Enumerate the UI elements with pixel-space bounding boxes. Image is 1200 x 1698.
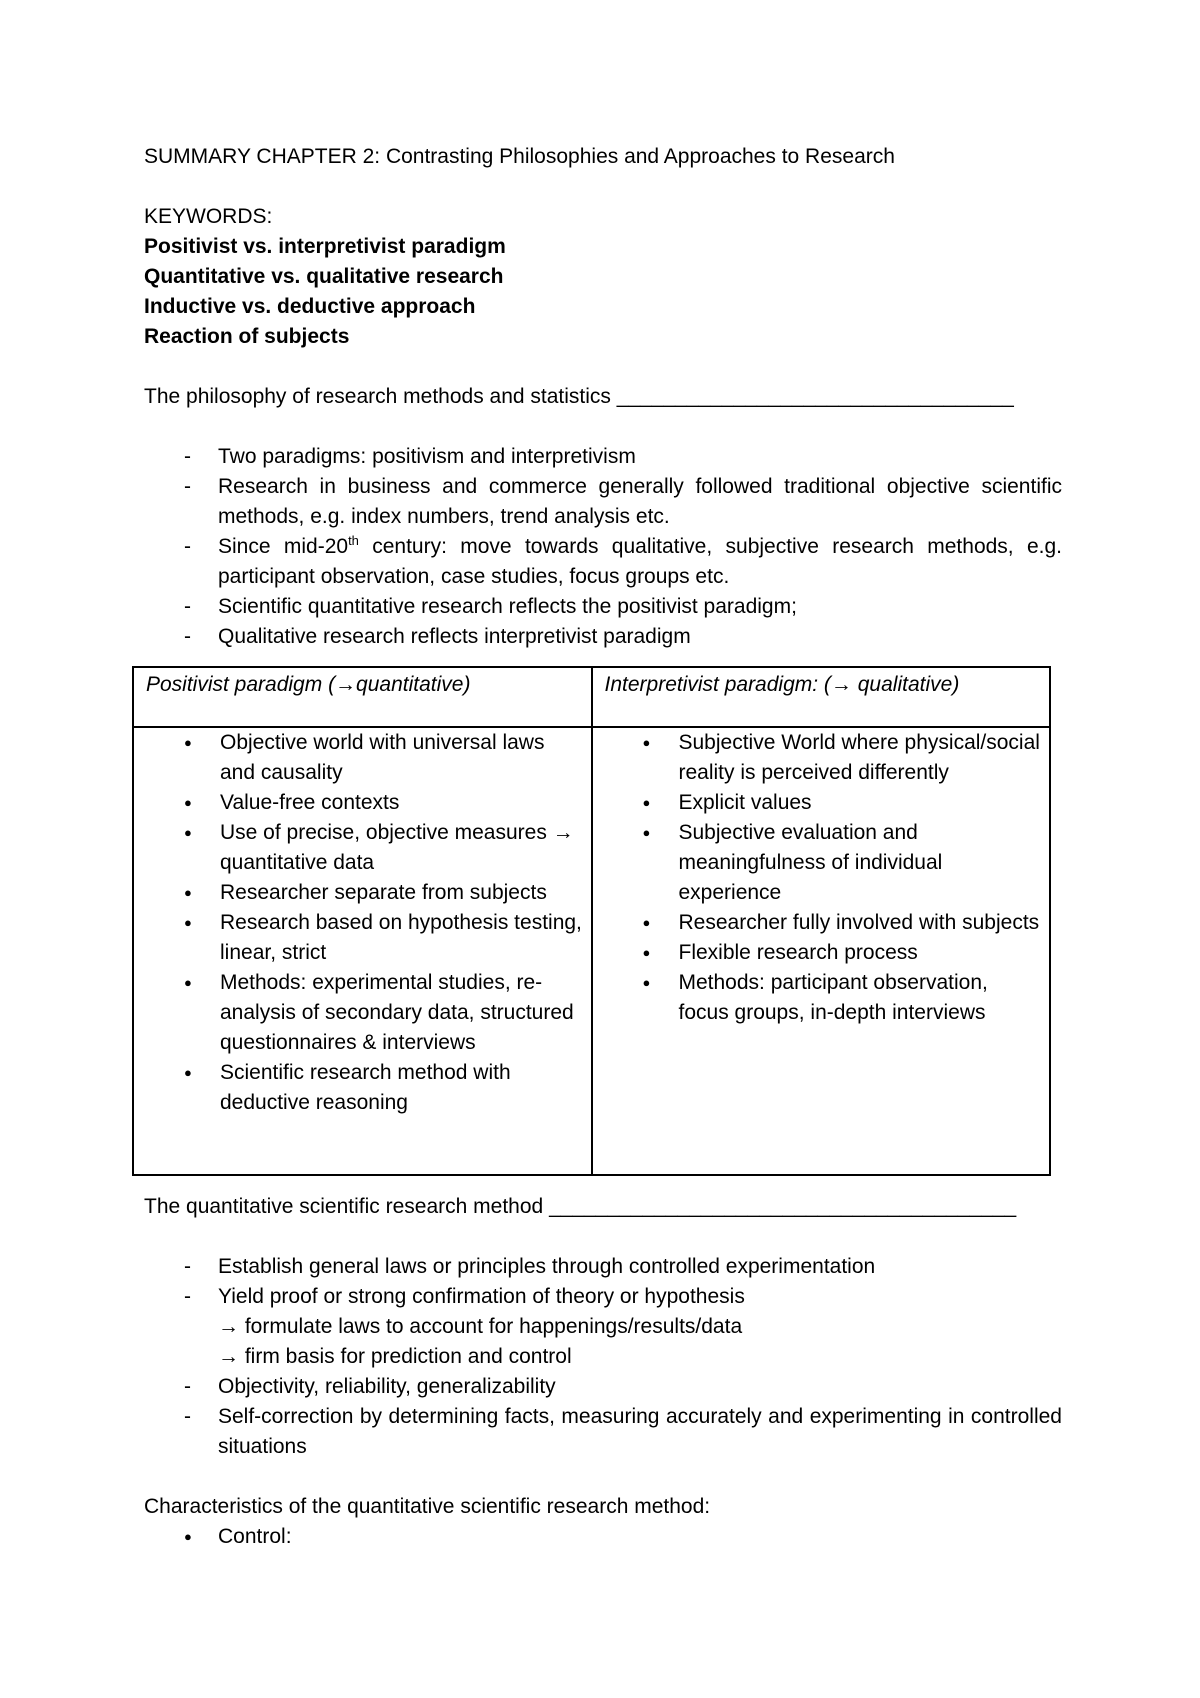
keyword-item: Quantitative vs. qualitative research	[144, 265, 504, 288]
list-item: - Self-correction by determining facts, measuring accurately and experimenting in controlled situations	[144, 1402, 1062, 1462]
keyword-item: Inductive vs. deductive approach	[144, 295, 476, 318]
list-item: - Scientific quantitative research reflects the positivist paradigm;	[144, 592, 1062, 622]
list-item: ● Control:	[144, 1522, 1062, 1552]
section-heading-text: The quantitative scientific research method	[144, 1195, 544, 1218]
section-heading-characteristics: Characteristics of the quantitative scientific research method:	[144, 1495, 711, 1518]
interpretivist-list	[605, 728, 1042, 1028]
interpretivist-header: Interpretivist paradigm: (→ qualitative)	[592, 667, 1051, 727]
list-item: ● Subjective World where physical/social reality is perceived differently	[605, 728, 1042, 788]
document-body	[144, 142, 1062, 1552]
keyword-item: Positivist vs. interpretivist paradigm	[144, 235, 506, 258]
positivist-cell	[133, 727, 592, 1175]
list-item: - Qualitative research reflects interpretivist paradigm	[144, 622, 1062, 652]
list-item: - Two paradigms: positivism and interpretivism	[144, 442, 1062, 472]
list-item: ● Objective world with universal laws and causality	[146, 728, 583, 788]
list-item: ● Use of precise, objective measures → quantitative data	[146, 818, 583, 878]
list-item: ● Research based on hypothesis testing, linear, strict	[146, 908, 583, 968]
characteristics-list	[144, 1522, 1062, 1552]
list-item: ● Methods: experimental studies, re-analysis of secondary data, structured questionnaires & interviews	[146, 968, 583, 1058]
section-heading-quantitative	[144, 1192, 1062, 1222]
list-item: - Yield proof or strong confirmation of theory or hypothesis → formulate laws to account for happenings/results/data → firm basis for prediction and control	[144, 1282, 1062, 1372]
philosophy-list	[144, 442, 1062, 652]
list-item: ● Methods: participant observation, focus groups, in-depth interviews	[605, 968, 1042, 1028]
list-item: - Objectivity, reliability, generalizability	[144, 1372, 1062, 1402]
list-item: ● Scientific research method with deductive reasoning	[146, 1058, 583, 1118]
list-item: ● Researcher fully involved with subjects	[605, 908, 1042, 938]
list-item: - Research in business and commerce generally followed traditional objective scientific methods, e.g. index numbers, trend analysis etc.	[144, 472, 1062, 532]
table-header-row	[133, 667, 1050, 727]
list-item: ● Explicit values	[605, 788, 1042, 818]
interpretivist-cell	[592, 727, 1051, 1175]
table-body-row	[133, 727, 1050, 1175]
list-item: ● Researcher separate from subjects	[146, 878, 583, 908]
list-item: - Since mid-20th century: move towards qualitative, subjective research methods, e.g. participant observation, case studies, focus groups etc.	[144, 532, 1062, 592]
list-item: ● Subjective evaluation and meaningfulness of individual experience	[605, 818, 1042, 908]
sub-point: → formulate laws to account for happenings/results/data	[218, 1315, 743, 1338]
section-heading-text: The philosophy of research methods and statistics	[144, 385, 611, 408]
list-item: ● Flexible research process	[605, 938, 1042, 968]
paradigm-table	[132, 666, 1051, 1176]
quantitative-list	[144, 1252, 1062, 1462]
page-title: SUMMARY CHAPTER 2: Contrasting Philosophies and Approaches to Research	[144, 145, 895, 168]
keywords-label: KEYWORDS:	[144, 205, 273, 228]
section-heading-philosophy	[144, 382, 1062, 412]
list-item: ● Value-free contexts	[146, 788, 583, 818]
keyword-item: Reaction of subjects	[144, 325, 350, 348]
positivist-header: Positivist paradigm (→quantitative)	[133, 667, 592, 727]
section-rule: __________________________________	[616, 385, 1014, 408]
sub-point: → firm basis for prediction and control	[218, 1345, 572, 1368]
positivist-list	[146, 728, 583, 1118]
section-rule: ________________________________________	[549, 1195, 1017, 1218]
list-item: - Establish general laws or principles through controlled experimentation	[144, 1252, 1062, 1282]
